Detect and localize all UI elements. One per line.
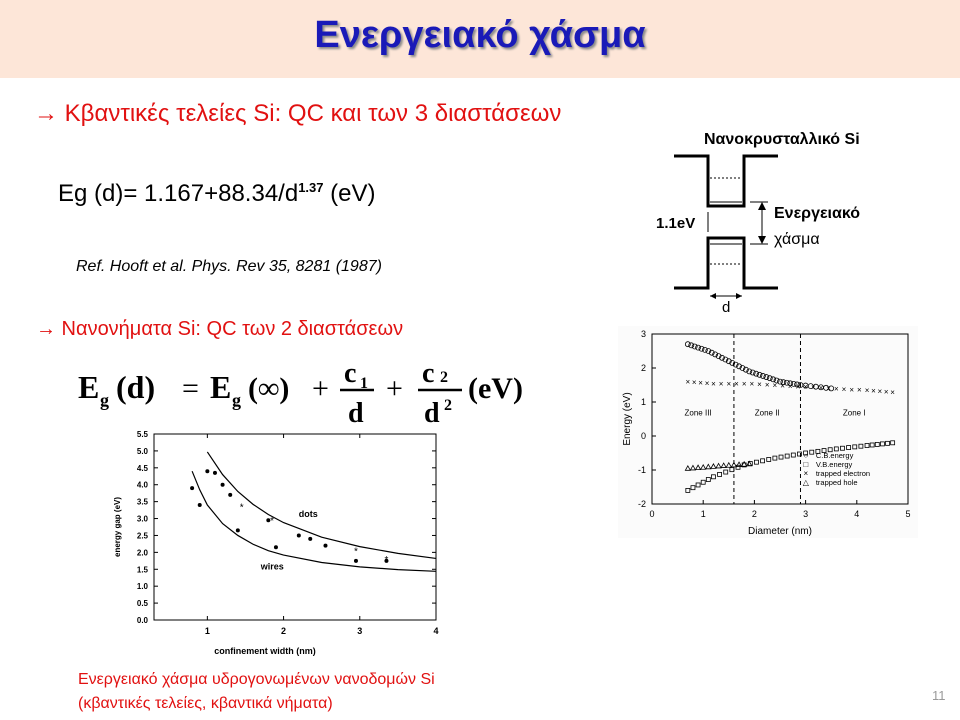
x-tick-label: 3 xyxy=(357,626,363,636)
trapped-electron-point: × xyxy=(795,382,801,392)
zone-label: Zone II xyxy=(754,408,780,418)
legend-symbol: ○ xyxy=(803,451,809,461)
energy-gap-label-2: χάσμα xyxy=(774,231,820,248)
valence-band xyxy=(674,238,778,288)
formula-den2-exp: 2 xyxy=(444,397,452,414)
trapped-electron-point: × xyxy=(841,384,847,394)
trapped-electron-point: × xyxy=(787,381,793,391)
bullet-quantum-dots: → Κβαντικές τελείες Si: QC και των 3 διαστάσεων xyxy=(34,100,562,127)
formula-dots-exponent: 1.37 xyxy=(298,180,324,195)
formula-den1: d xyxy=(348,398,364,429)
y-tick-label: 4.0 xyxy=(136,480,148,490)
trapped-electron-point: × xyxy=(803,382,808,392)
formula-g: g xyxy=(100,390,109,410)
arrowhead-down xyxy=(758,236,766,244)
y-tick-label: 2 xyxy=(640,363,646,373)
formula-g2: g xyxy=(232,390,241,410)
page-number: 11 xyxy=(932,688,946,703)
trapped-electron-point: × xyxy=(780,381,785,391)
y-axis-label: energy gap (eV) xyxy=(113,496,122,558)
formula-dots xyxy=(58,180,376,208)
data-point-star: * xyxy=(384,555,389,567)
y-tick-label: 2.5 xyxy=(136,531,148,541)
trapped-electron-point: × xyxy=(849,385,855,395)
x-axis-label: confinement width (nm) xyxy=(214,646,316,656)
trapped-electron-point: × xyxy=(890,387,895,397)
x-tick-label: 5 xyxy=(905,509,911,519)
chart-background xyxy=(618,326,918,538)
trapped-electron-point: × xyxy=(741,379,747,389)
arrowhead-up xyxy=(758,202,766,210)
data-point-dot xyxy=(308,537,312,541)
conduction-band xyxy=(674,156,778,206)
zone-label: Zone III xyxy=(684,408,712,418)
bullet-nanowires: → Νανονήματα Si: QC των 2 διαστάσεων xyxy=(36,318,404,340)
trapped-electron-point: × xyxy=(734,379,739,389)
legend-symbol: △ xyxy=(802,478,809,488)
x-tick-label: 1 xyxy=(700,509,706,519)
data-point-dot xyxy=(205,469,209,473)
formula-dots-main: Eg (d)= 1.167+88.34/d xyxy=(58,180,299,207)
d-arrowhead-right xyxy=(736,293,742,299)
d-label: d xyxy=(722,299,731,316)
formula-d: (d) xyxy=(116,369,156,405)
data-point-dot xyxy=(198,503,202,507)
formula-c2-sub: 2 xyxy=(440,369,448,386)
trapped-electron-point: × xyxy=(877,386,883,396)
trapped-electron-point: × xyxy=(685,377,691,387)
formula-c1: c xyxy=(344,358,357,389)
legend-entry: trapped electron xyxy=(815,469,871,479)
formula-c1-sub: 1 xyxy=(360,375,368,392)
trapped-electron-point: × xyxy=(726,379,732,389)
slide-title: Ενεργειακό χάσμα xyxy=(314,14,646,56)
trapped-electron-point: × xyxy=(698,378,703,388)
data-point-dot xyxy=(228,493,232,497)
trapped-electron-point: × xyxy=(826,383,831,393)
formula-dots-unit: (eV) xyxy=(323,180,376,207)
y-tick-label: 3.5 xyxy=(136,497,148,507)
data-point-dot xyxy=(323,544,327,548)
x-tick-label: 2 xyxy=(751,509,757,519)
caption xyxy=(78,668,435,716)
zone-label: Zone I xyxy=(842,408,866,418)
trapped-electron-point: × xyxy=(810,383,816,393)
chart-energy-gap xyxy=(96,424,446,664)
data-point-star: * xyxy=(239,502,244,514)
data-point-dot xyxy=(236,528,240,532)
data-point-dot xyxy=(354,559,358,563)
formula-unit: (eV) xyxy=(468,372,523,405)
trapped-electron-point: × xyxy=(704,378,710,388)
data-point-star: * xyxy=(354,546,358,558)
formula-plus2: + xyxy=(386,372,403,405)
trapped-electron-point: × xyxy=(718,379,724,389)
formula-c2: c xyxy=(422,358,435,389)
x-axis-label: Diameter (nm) xyxy=(748,526,812,537)
y-tick-label: 3 xyxy=(640,329,646,339)
trapped-electron-point: × xyxy=(833,384,839,394)
trapped-electron-point: × xyxy=(764,380,770,390)
data-point-dot xyxy=(190,486,194,490)
legend-symbol: × xyxy=(803,469,809,479)
series-label-dots: dots xyxy=(298,508,318,519)
data-point-dot xyxy=(213,471,217,475)
x-tick-label: 2 xyxy=(281,626,287,636)
trapped-electron-point: × xyxy=(757,380,762,390)
y-tick-label: -2 xyxy=(637,499,646,509)
trapped-electron-point: × xyxy=(857,385,862,395)
band-diagram-title: Νανοκρυσταλλικό Si xyxy=(704,131,860,148)
reference: Ref. Hooft et al. Phys. Rev 35, 8281 (1987) xyxy=(76,258,382,275)
y-tick-label: -1 xyxy=(637,465,646,475)
x-tick-label: 1 xyxy=(204,626,210,636)
y-tick-label: 1 xyxy=(640,397,646,407)
y-tick-label: 2.0 xyxy=(136,548,148,558)
trapped-electron-point: × xyxy=(883,387,889,397)
legend-entry: V.B.energy xyxy=(815,460,853,470)
formula-den2: d xyxy=(424,398,440,429)
trapped-electron-point: × xyxy=(691,378,697,388)
legend-entry: C.B.energy xyxy=(815,451,854,461)
y-tick-label: 5.0 xyxy=(136,446,148,456)
trapped-electron-point: × xyxy=(749,379,755,389)
legend-entry: trapped hole xyxy=(815,478,858,488)
y-tick-label: 0 xyxy=(640,431,646,441)
data-point-star: * xyxy=(270,516,275,528)
trapped-electron-point: × xyxy=(818,383,824,393)
formula-inf: (∞) xyxy=(248,372,290,405)
energy-gap-label-1: Ενεργειακό xyxy=(774,205,860,222)
trapped-electron-point: × xyxy=(711,379,716,389)
x-tick-label: 3 xyxy=(803,509,809,519)
data-point-dot xyxy=(297,533,301,537)
y-tick-label: 0.5 xyxy=(136,599,148,609)
y-tick-label: 1.0 xyxy=(136,582,148,592)
gap-label: 1.1eV xyxy=(656,215,696,232)
x-tick-label: 4 xyxy=(854,509,860,519)
band-diagram xyxy=(618,120,948,320)
formula-wires xyxy=(72,352,572,432)
y-tick-label: 5.5 xyxy=(136,430,148,439)
x-tick-label: 4 xyxy=(433,626,439,636)
formula-equals: = xyxy=(182,372,199,405)
caption-line2: (κβαντικές τελείες, κβαντικά νήματα) xyxy=(78,695,333,712)
y-tick-label: 4.5 xyxy=(136,463,148,473)
data-point-dot xyxy=(221,483,225,487)
formula-plus1: + xyxy=(312,372,329,405)
formula-E: E xyxy=(78,369,100,405)
series-label-wires: wires xyxy=(260,561,284,572)
chart-energy-diameter xyxy=(618,326,918,538)
trapped-electron-point: × xyxy=(772,381,778,390)
trapped-electron-point: × xyxy=(864,386,870,396)
trapped-electron-point: × xyxy=(871,386,876,396)
y-tick-label: 1.5 xyxy=(136,565,148,575)
series-line-wires xyxy=(192,471,436,571)
y-axis-label: Energy (eV) xyxy=(622,392,633,446)
d-arrowhead-left xyxy=(710,293,716,299)
formula-E2: E xyxy=(210,369,232,405)
y-tick-label: 3.0 xyxy=(136,514,148,524)
data-point-dot xyxy=(274,545,278,549)
caption-line1: Ενεργειακό χάσμα υδρογονωμένων νανοδομών Si xyxy=(78,671,435,688)
y-tick-label: 0.0 xyxy=(136,616,148,625)
x-tick-label: 0 xyxy=(649,509,655,519)
legend-symbol: □ xyxy=(803,460,809,470)
